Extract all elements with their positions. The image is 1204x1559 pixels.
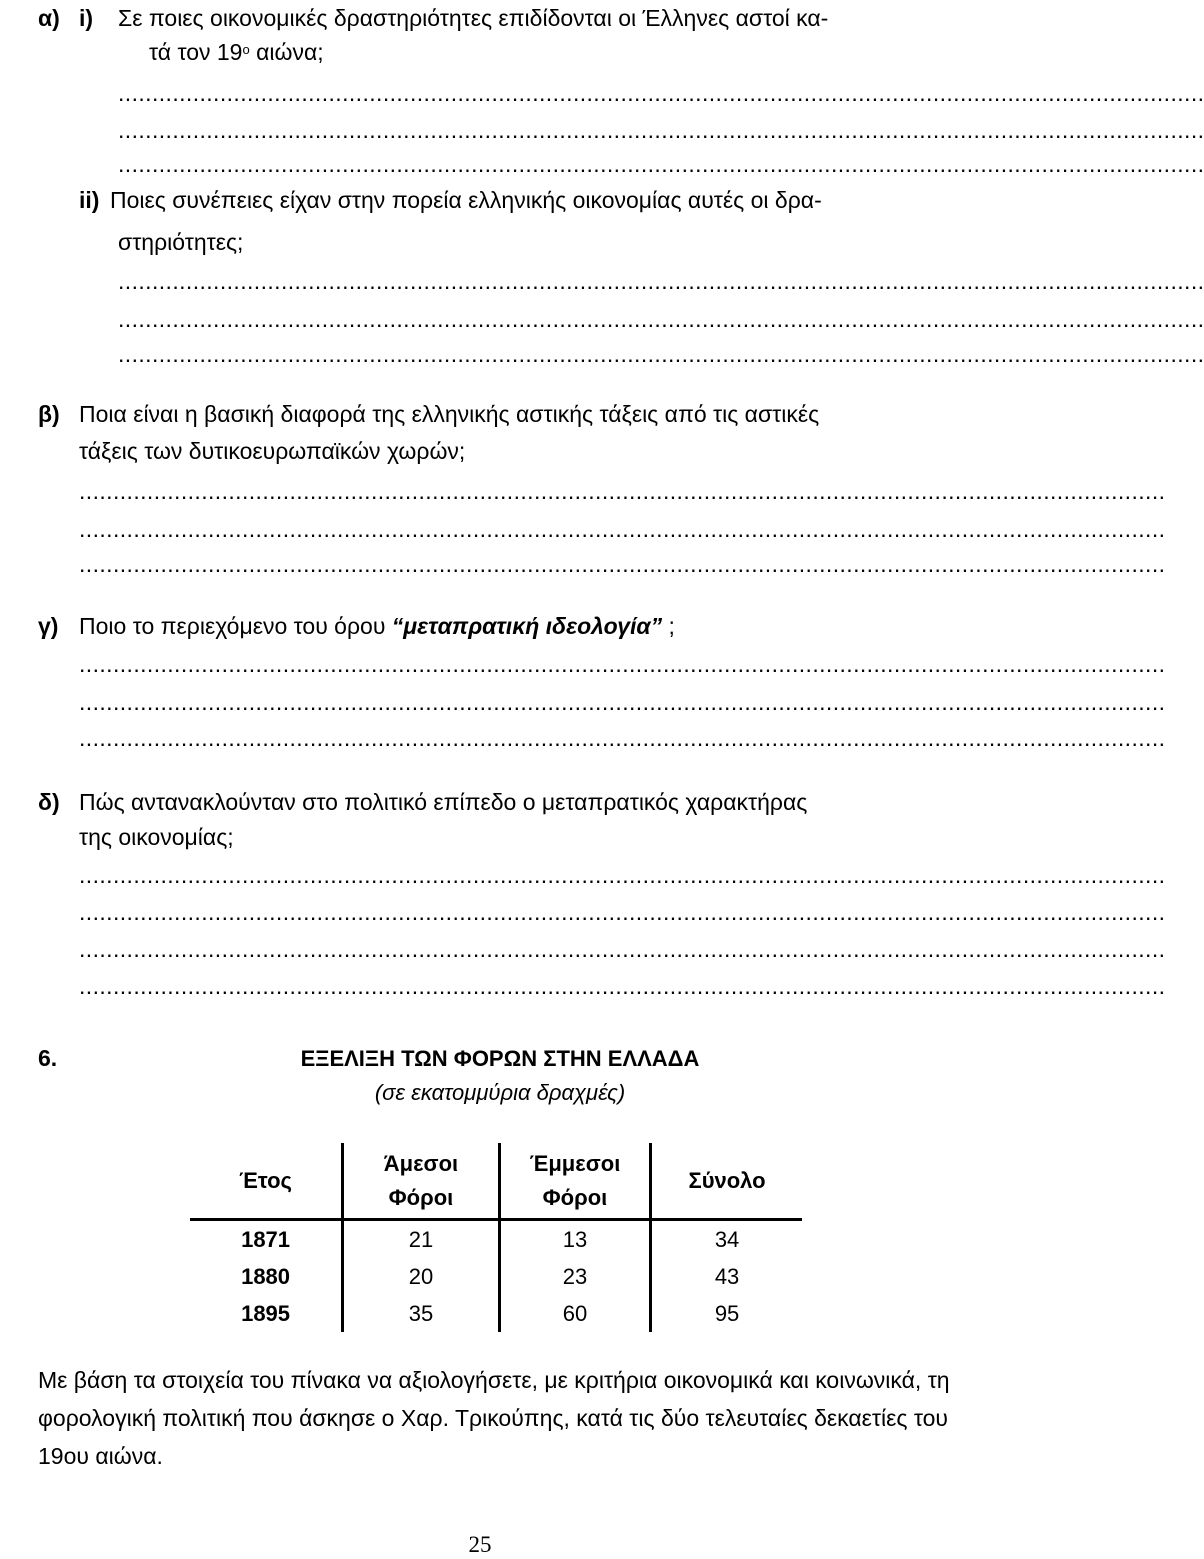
- answer-line[interactable]: ................................................................................................................................................................: [79, 936, 1166, 962]
- cell-direct: 21: [343, 1220, 500, 1259]
- term-emphasis: “μεταπρατική ιδεολογία”: [391, 613, 663, 639]
- table-subtitle: (σε εκατομμύρια δραχμές): [374, 1080, 626, 1105]
- answer-line[interactable]: ................................................................................................................................................................: [79, 551, 1166, 577]
- cell-indirect: 23: [499, 1258, 650, 1295]
- question-a-i-label: i): [79, 5, 94, 31]
- question-d-label: δ): [38, 789, 60, 815]
- question-6-text: Με βάση τα στοιχεία του πίνακα να αξιολογήσετε, με κριτήρια οικονομικά και κοινωνικά, τη φορολογική πολιτική που άσκησε ο Χαρ. Τρικούπης, κατά τις δύο τελευταίες δεκαετίες του 19ου αιώνα.: [38, 1367, 950, 1469]
- cell-total: 34: [714, 1226, 740, 1252]
- table-row: [190, 1258, 802, 1295]
- answer-line[interactable]: ................................................................................................................................................................: [118, 306, 1204, 332]
- question-a-label: α): [38, 5, 60, 31]
- question-a-ii-text: Ποιες συνέπειες είχαν στην πορεία ελληνικής οικονομίας αυτές οι δρα-: [110, 187, 822, 213]
- question-d-text-cont: της οικονομίας;: [79, 824, 234, 850]
- question-d-text: Πώς αντανακλούνταν στο πολιτικό επίπεδο ο μεταπρατικός χαρακτήρας: [79, 789, 808, 815]
- answer-line[interactable]: ................................................................................................................................................................: [118, 151, 1204, 177]
- question-a-ii-label: ii): [79, 187, 100, 213]
- cell-total: 43: [714, 1263, 740, 1289]
- cell-year: 1880: [190, 1258, 343, 1295]
- cell-indirect: 13: [499, 1220, 650, 1259]
- answer-line[interactable]: ................................................................................................................................................................: [79, 651, 1166, 677]
- question-a-i-text: Σε ποιες οικονομικές δραστηριότητες επιδίδονται οι Έλληνες αστοί κα-: [118, 5, 829, 31]
- question-b-text-cont: τάξεις των δυτικοευρωπαϊκών χωρών;: [79, 438, 466, 464]
- cell-year: 1895: [190, 1295, 343, 1332]
- column-header-total: Σύνολο: [651, 1143, 802, 1220]
- answer-line[interactable]: ................................................................................................................................................................: [118, 341, 1204, 367]
- table-title: ΕΞΕΛΙΞΗ ΤΩΝ ΦΟΡΩΝ ΣΤΗΝ ΕΛΛΑΔΑ: [300, 1046, 700, 1071]
- cell-indirect: 60: [499, 1295, 650, 1332]
- answer-line[interactable]: ................................................................................................................................................................: [79, 689, 1166, 715]
- column-header-year: Έτος: [190, 1143, 343, 1220]
- cell-total: 95: [714, 1300, 740, 1326]
- answer-line[interactable]: ................................................................................................................................................................: [118, 80, 1204, 106]
- answer-line[interactable]: ................................................................................................................................................................: [79, 899, 1166, 925]
- page-number: 25: [468, 1532, 492, 1557]
- answer-line[interactable]: ................................................................................................................................................................: [79, 478, 1166, 504]
- question-c-label: γ): [38, 613, 59, 639]
- table-header-row: [190, 1143, 802, 1220]
- answer-line[interactable]: ................................................................................................................................................................: [79, 725, 1166, 751]
- cell-direct: 35: [343, 1295, 500, 1332]
- tax-table: [190, 1143, 802, 1332]
- question-a-ii-text-cont: στηριότητες;: [118, 229, 244, 255]
- answer-line[interactable]: ................................................................................................................................................................: [118, 117, 1204, 143]
- table-row: [190, 1220, 802, 1259]
- column-header-direct-taxes: Άμεσοι Φόροι: [343, 1143, 500, 1220]
- answer-line[interactable]: ................................................................................................................................................................: [79, 973, 1166, 999]
- column-header-indirect-taxes: Έμμεσοι Φόροι: [499, 1143, 650, 1220]
- table-row: [190, 1295, 802, 1332]
- question-6-number: 6.: [38, 1045, 58, 1071]
- question-b-label: β): [38, 401, 60, 427]
- answer-line[interactable]: ................................................................................................................................................................: [79, 516, 1166, 542]
- question-b-text: Ποια είναι η βασική διαφορά της ελληνικής αστικής τάξεις από τις αστικές: [79, 401, 820, 427]
- question-a-i-text-cont: τά τον $19^o$ αιώνα;: [149, 39, 324, 65]
- cell-direct: 20: [343, 1258, 500, 1295]
- cell-year: 1871: [190, 1220, 343, 1259]
- question-c-text: Ποιο το περιεχόμενο του όρου “μεταπρατική ιδεολογία” ;: [79, 613, 675, 639]
- answer-line[interactable]: ................................................................................................................................................................: [118, 268, 1204, 294]
- answer-line[interactable]: ................................................................................................................................................................: [79, 862, 1166, 888]
